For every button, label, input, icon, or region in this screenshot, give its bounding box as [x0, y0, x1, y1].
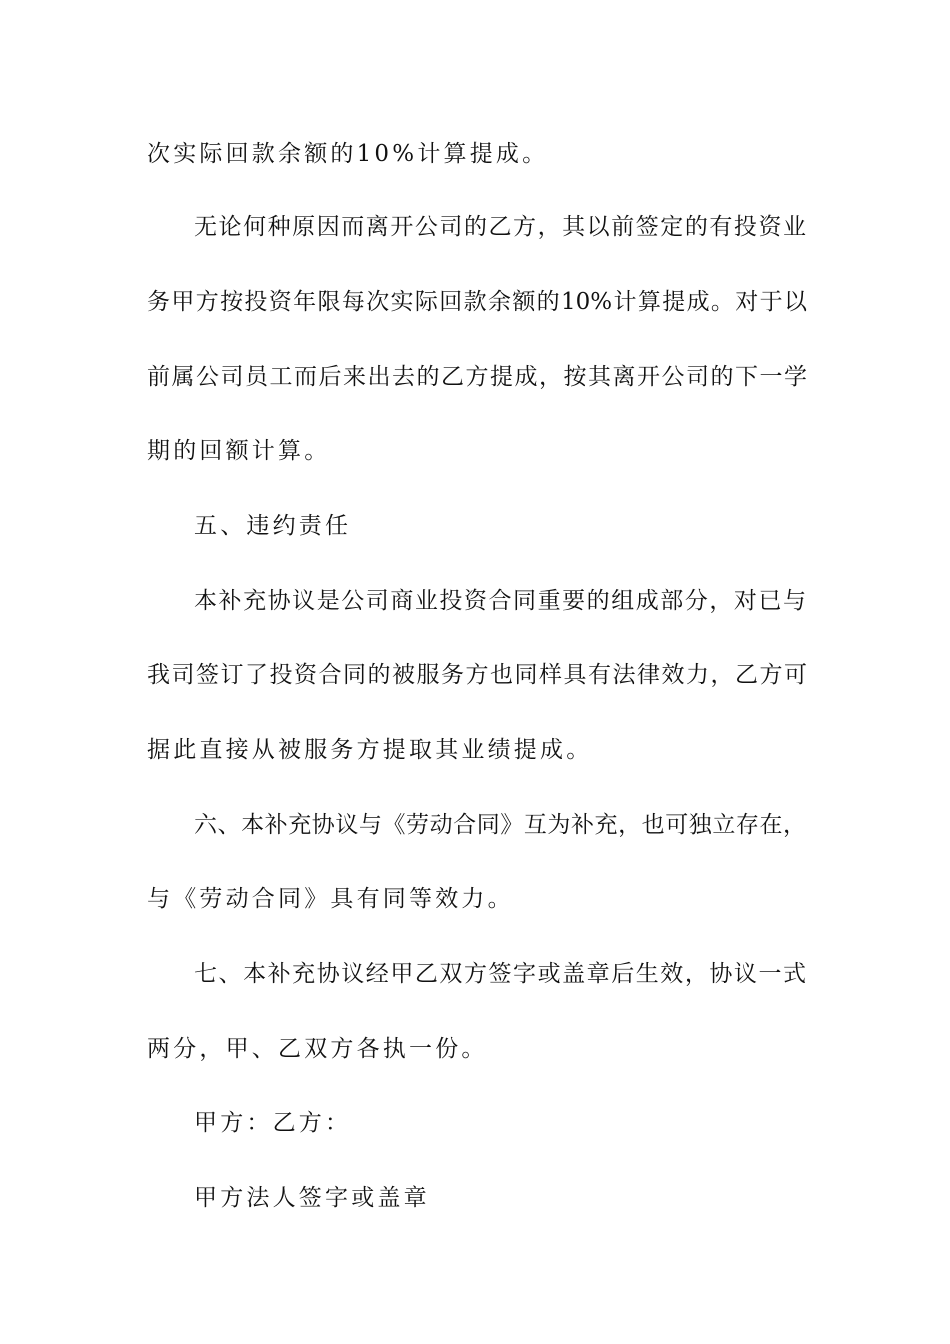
- signature-party-a-legal: 甲方法人签字或盖章: [194, 1185, 430, 1211]
- section-heading-breach: 五、违约责任: [194, 513, 352, 539]
- text-line-2: 无论何种原因而离开公司的乙方，其以前签定的有投资业: [194, 214, 806, 240]
- text-line-7: 本补充协议是公司商业投资合同重要的组成部分，对已与: [194, 588, 806, 614]
- text-line-12: 七、本补充协议经甲乙双方签字或盖章后生效，协议一式: [194, 961, 806, 987]
- signature-parties: 甲方：乙方：: [194, 1110, 352, 1136]
- text-line-9: 据此直接从被服务方提取其业绩提成。: [147, 737, 593, 763]
- text-line-3: 务甲方按投资年限每次实际回款余额的10%计算提成。对于以: [147, 289, 807, 315]
- text-line-4: 前属公司员工而后来出去的乙方提成，按其离开公司的下一学: [147, 364, 807, 390]
- text-line-10: 六、本补充协议与《劳动合同》互为补充，也可独立存在，: [194, 812, 806, 838]
- text-line-8: 我司签订了投资合同的被服务方也同样具有法律效力，乙方可: [147, 662, 807, 688]
- text-line-5: 期的回额计算。: [147, 438, 331, 464]
- text-line-1: 次实际回款余额的10%计算提成。: [147, 141, 549, 167]
- text-line-11: 与《劳动合同》具有同等效力。: [147, 886, 514, 912]
- text-line-13: 两分，甲、乙双方各执一份。: [147, 1036, 488, 1062]
